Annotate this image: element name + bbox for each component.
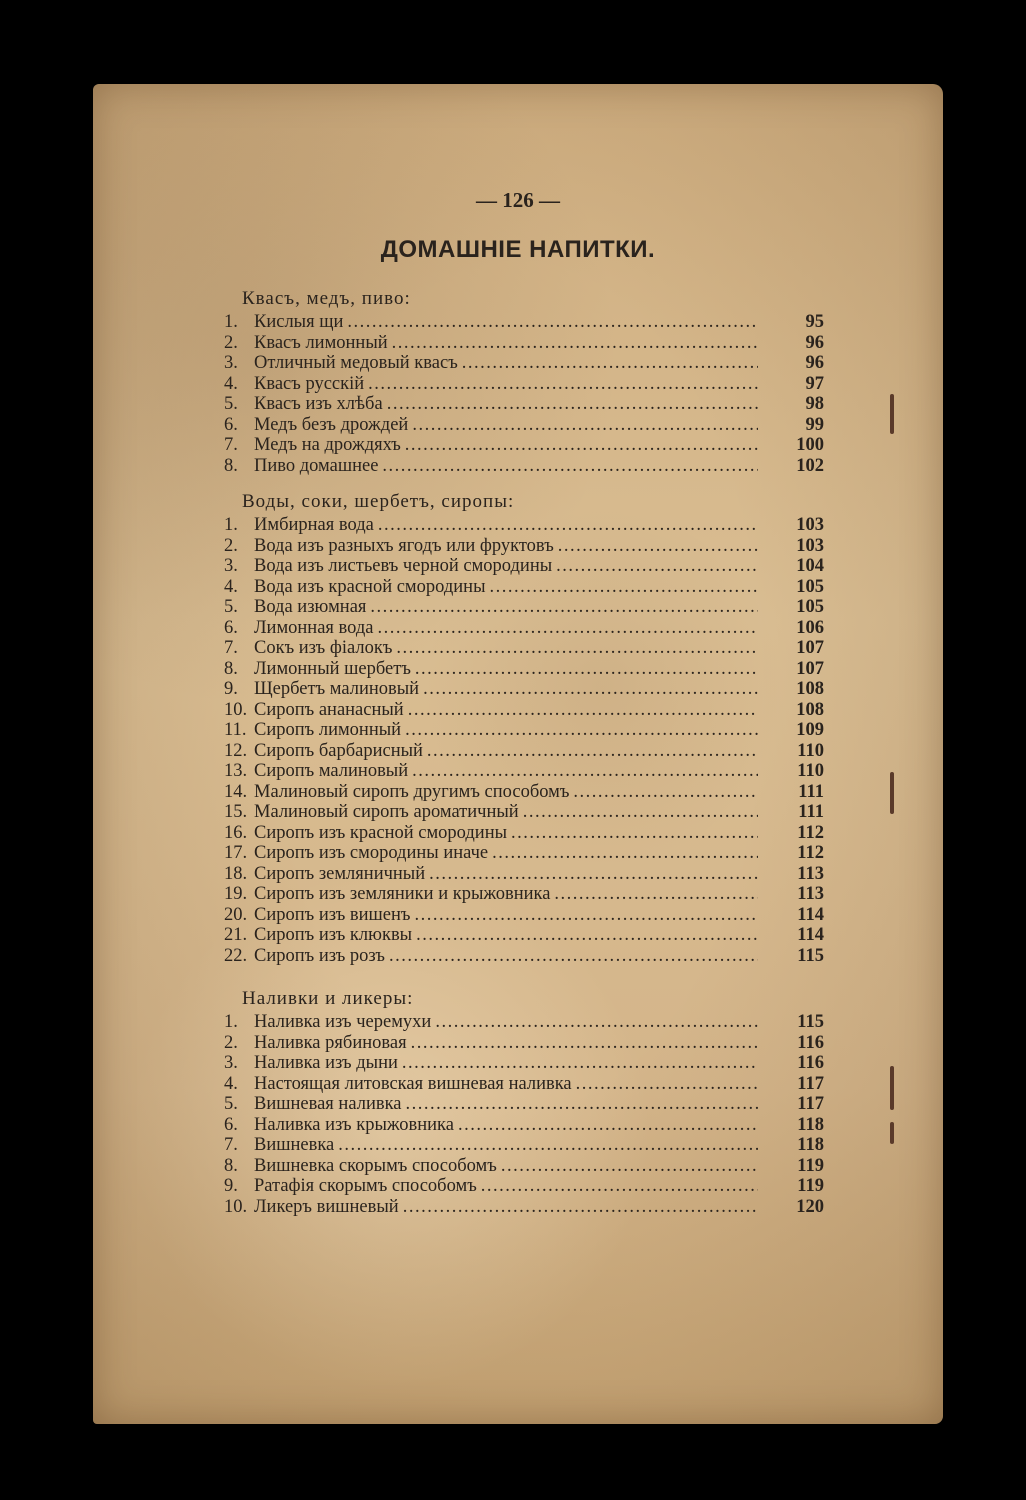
entry-title: Вода изъ красной смородины [254,576,486,597]
dot-leader [403,1197,758,1218]
entry-number: 4. [224,576,238,597]
toc-row [224,843,824,864]
entry-page-number: 110 [797,761,824,781]
dot-leader [378,618,758,639]
entry-title: Вода изюмная [254,597,367,617]
toc-row [224,1033,824,1054]
toc-row [224,1156,824,1177]
entry-page-number: 97 [805,373,824,394]
toc-row [224,394,824,415]
book-page [93,84,943,1424]
entry-title: Медъ на дрождяхъ [254,435,401,455]
entry-number: 7. [224,638,238,658]
entry-number: 4. [224,373,238,394]
toc-row [224,659,824,680]
toc-row [224,864,824,885]
dot-leader [338,1135,758,1156]
entry-number: 12. [224,740,248,761]
dot-leader [402,1053,758,1074]
entry-page-number: 118 [797,1135,824,1155]
dot-leader [511,823,758,844]
toc-row [224,435,824,456]
entry-page-number: 120 [796,1196,824,1217]
section-heading: Наливки и ликеры: [242,988,414,1009]
entry-title: Сиропъ барбарисный [254,740,423,761]
dot-leader [412,761,758,782]
entry-title: Сиропъ лимонный [254,720,402,740]
toc-row [224,1197,824,1218]
entry-page-number: 116 [797,1053,824,1073]
entry-page-number: 114 [797,904,824,925]
entry-number: 6. [224,414,238,435]
entry-number: 2. [224,1032,238,1053]
dot-leader [414,905,758,926]
toc-row [224,925,824,946]
entry-title: Ратафія скорымъ способомъ [254,1176,477,1196]
entry-number: 5. [224,394,238,414]
entry-number: 18. [224,863,248,884]
toc-row [224,597,824,618]
entry-page-number: 107 [796,638,824,658]
entry-page-number: 102 [796,455,824,476]
entry-number: 10. [224,1196,248,1217]
entry-number: 7. [224,435,238,455]
entry-page-number: 111 [798,802,824,822]
toc-row [224,1012,824,1033]
entry-number: 1. [224,515,238,535]
entry-page-number: 111 [798,781,824,802]
entry-page-number: 96 [805,332,824,353]
dot-leader [429,864,758,885]
toc-row [224,802,824,823]
entry-page-number: 105 [796,576,824,597]
entry-page-number: 103 [796,535,824,556]
entry-number: 9. [224,679,238,699]
dot-leader [370,597,758,618]
entry-page-number: 98 [805,394,824,414]
entry-number: 5. [224,597,238,617]
entry-number: 19. [224,884,248,904]
toc-row [224,1135,824,1156]
toc-row [224,700,824,721]
dot-leader [556,556,758,577]
entry-page-number: 104 [796,556,824,576]
entry-title: Вишневая наливка [254,1094,402,1114]
entry-number: 5. [224,1094,238,1114]
entry-number: 8. [224,1155,238,1176]
entry-title: Отличный медовый квасъ [254,353,458,373]
dot-leader [389,946,758,967]
toc-row [224,536,824,557]
page-title: ДОМАШНІЕ НАПИТКИ. [380,236,656,263]
entry-title: Настоящая литовская вишневая наливка [254,1073,572,1094]
section-kvas [224,286,824,476]
entry-number: 14. [224,781,248,802]
toc-row [224,782,824,803]
entry-number: 7. [224,1135,238,1155]
dot-leader [392,333,758,354]
toc-row [224,823,824,844]
dot-leader [408,700,758,721]
section-heading: Квасъ, медъ, пиво: [242,288,411,309]
dot-leader [415,659,758,680]
toc-row [224,456,824,477]
entry-title: Сиропъ изъ клюквы [254,925,413,945]
entry-page-number: 106 [796,617,824,638]
toc-row [224,515,824,536]
entry-title: Малиновый сиропъ ароматичный [254,802,519,822]
dot-leader [405,720,758,741]
toc-row [224,720,824,741]
entry-title: Сиропъ малиновый [254,761,409,781]
dot-leader [462,353,758,374]
entry-title: Лимонный шербетъ [254,658,411,679]
entry-page-number: 119 [797,1176,824,1196]
entry-number: 8. [224,658,238,679]
entry-page-number: 112 [797,822,824,843]
entry-title: Квасъ изъ хлѣба [254,394,383,414]
dot-leader [427,741,758,762]
toc-row [224,556,824,577]
toc-row [224,741,824,762]
entry-page-number: 100 [796,435,824,455]
entry-title: Пиво домашнее [254,455,379,476]
entry-title: Имбирная вода [254,515,374,535]
entry-title: Малиновый сиропъ другимъ способомъ [254,781,570,802]
toc-row [224,679,824,700]
dot-leader [378,515,758,536]
entry-number: 15. [224,802,248,822]
entry-title: Наливка изъ черемухи [254,1012,432,1032]
dot-leader [406,1094,759,1115]
entry-number: 20. [224,904,248,925]
toc-row [224,1094,824,1115]
toc-row [224,638,824,659]
entry-page-number: 119 [797,1155,824,1176]
entry-number: 9. [224,1176,238,1196]
section-heading: Воды, соки, шербетъ, сиропы: [242,491,515,512]
dot-leader [558,536,758,557]
toc-row [224,353,824,374]
entry-title: Сиропъ ананасный [254,699,404,720]
toc-row [224,884,824,905]
entry-title: Сокъ изъ фіалокъ [254,638,393,658]
entry-page-number: 109 [796,720,824,740]
entry-number: 2. [224,535,238,556]
entry-number: 6. [224,1114,238,1135]
entry-page-number: 112 [797,843,824,863]
entry-page-number: 115 [797,1012,824,1032]
entry-title: Вода изъ листьевъ черной смородины [254,556,553,576]
dot-leader [523,802,758,823]
entry-page-number: 110 [797,740,824,761]
dot-leader [423,679,758,700]
toc-row [224,1053,824,1074]
toc-row [224,577,824,598]
dot-leader [382,456,758,477]
section-waters-syrups [224,489,824,966]
page-number: — 126 — [476,188,560,212]
entry-title: Вишневка скорымъ способомъ [254,1155,497,1176]
dot-leader [411,1033,758,1054]
toc-row [224,374,824,395]
toc-row [224,761,824,782]
entry-number: 13. [224,761,248,781]
entry-number: 3. [224,1053,238,1073]
dot-leader [412,415,758,436]
entry-title: Сиропъ изъ земляники и крыжовника [254,884,551,904]
entry-title: Ликеръ вишневый [254,1196,399,1217]
entry-number: 17. [224,843,248,863]
entry-number: 16. [224,822,248,843]
entry-page-number: 117 [797,1094,824,1114]
dot-leader [396,638,758,659]
entry-title: Медъ безъ дрождей [254,414,409,435]
dot-leader [492,843,758,864]
entry-page-number: 118 [797,1114,824,1135]
toc-row [224,312,824,333]
entry-page-number: 105 [796,597,824,617]
entry-page-number: 116 [797,1032,824,1053]
dot-leader [435,1012,758,1033]
toc-row [224,415,824,436]
dot-leader [490,577,758,598]
dot-leader [576,1074,758,1095]
entry-number: 6. [224,617,238,638]
dot-leader [387,394,758,415]
toc-row [224,1176,824,1197]
entry-title: Сиропъ изъ смородины иначе [254,843,489,863]
toc-row [224,333,824,354]
toc-row [224,905,824,926]
entry-number: 4. [224,1073,238,1094]
entry-title: Сиропъ земляничный [254,863,426,884]
entry-title: Квасъ русскій [254,373,365,394]
entry-number: 1. [224,1012,238,1032]
entry-number: 1. [224,312,238,332]
dot-leader [405,435,758,456]
dot-leader [554,884,758,905]
entry-number: 3. [224,353,238,373]
page-content [93,84,943,1424]
dot-leader [347,312,758,333]
entry-page-number: 113 [797,884,824,904]
entry-number: 8. [224,455,238,476]
entry-title: Лимонная вода [254,617,374,638]
toc-row [224,618,824,639]
entry-page-number: 107 [796,658,824,679]
entry-title: Сиропъ изъ красной смородины [254,822,508,843]
entry-page-number: 103 [796,515,824,535]
entry-number: 11. [224,720,247,740]
entry-number: 3. [224,556,238,576]
entry-title: Кислыя щи [254,312,344,332]
dot-leader [458,1115,758,1136]
entry-number: 21. [224,925,248,945]
entry-number: 2. [224,332,238,353]
entry-title: Наливка рябиновая [254,1032,407,1053]
dot-leader [481,1176,758,1197]
entry-page-number: 96 [805,353,824,373]
entry-number: 10. [224,699,248,720]
entry-page-number: 95 [805,312,824,332]
dot-leader [501,1156,758,1177]
entry-page-number: 115 [797,945,824,966]
entry-page-number: 108 [796,699,824,720]
entry-title: Сиропъ изъ вишенъ [254,904,411,925]
entry-page-number: 113 [797,863,824,884]
entry-title: Сиропъ изъ розъ [254,945,385,966]
entry-page-number: 117 [797,1073,824,1094]
dot-leader [368,374,758,395]
section-liqueurs [224,986,824,1217]
toc-row [224,1074,824,1095]
entry-page-number: 114 [797,925,824,945]
entry-title: Щербетъ малиновый [254,679,420,699]
entry-title: Вишневка [254,1135,335,1155]
dot-leader [416,925,758,946]
dot-leader [573,782,758,803]
toc-row [224,946,824,967]
entry-page-number: 99 [805,414,824,435]
entry-title: Наливка изъ дыни [254,1053,398,1073]
entry-number: 22. [224,945,248,966]
entry-title: Наливка изъ крыжовника [254,1114,454,1135]
entry-page-number: 108 [796,679,824,699]
entry-title: Вода изъ разныхъ ягодъ или фруктовъ [254,535,554,556]
toc-row [224,1115,824,1136]
entry-title: Квасъ лимонный [254,332,388,353]
